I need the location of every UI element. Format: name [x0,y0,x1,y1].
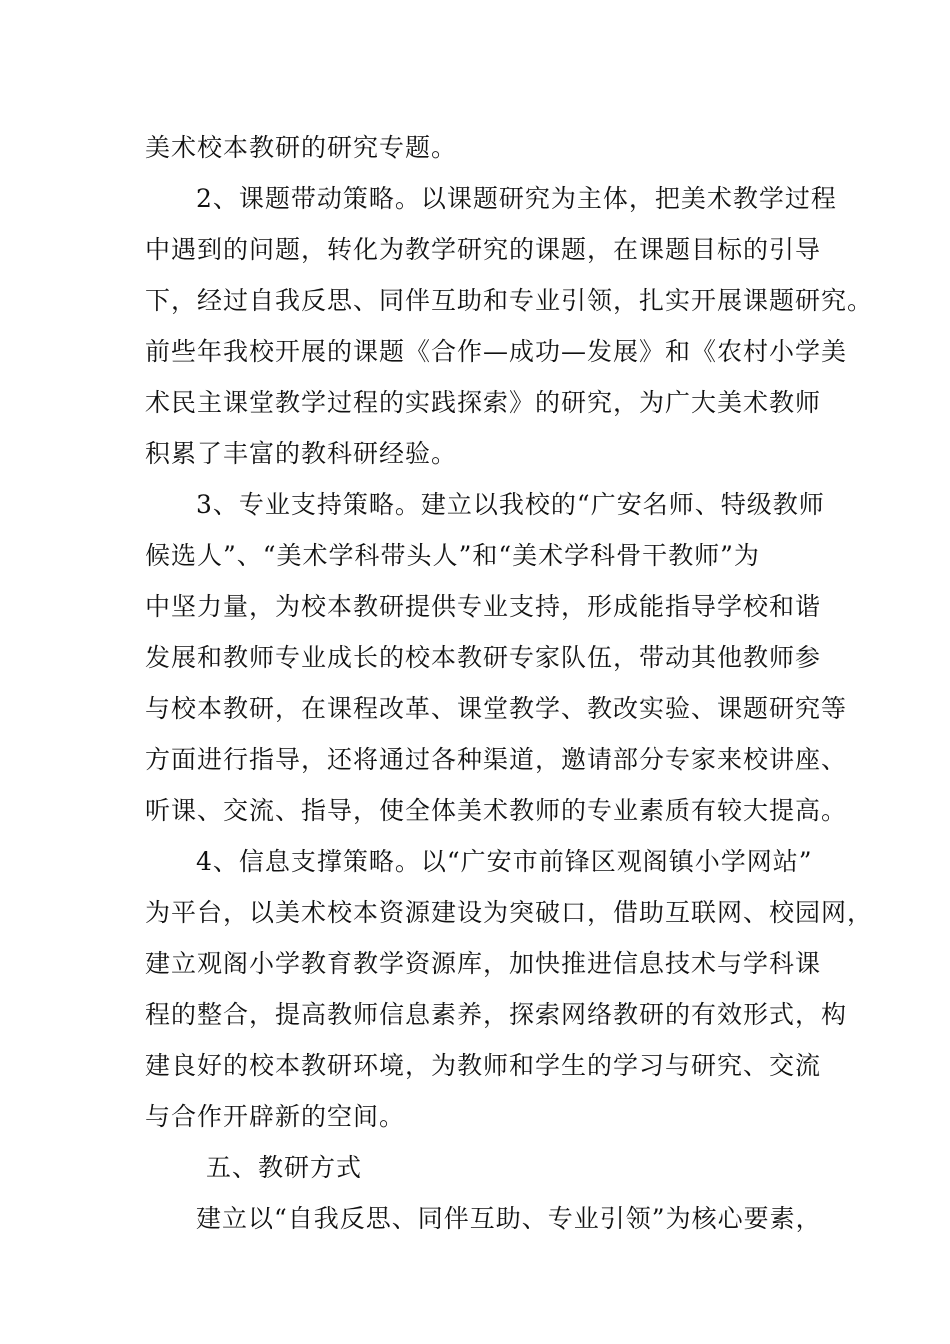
text-line: 建立观阁小学教育教学资源库，加快推进信息技术与学科课 [145,949,822,978]
text-line: 程的整合，提高教师信息素养，探索网络教研的有效形式，构 [145,1000,848,1029]
text-line: 积累了丰富的教科研经验。 [145,439,458,468]
text-line: 候选人”、“美术学科带头人”和“美术学科骨干教师”为 [145,541,760,570]
text-line: 与合作开辟新的空间。 [145,1102,406,1131]
text-line: 发展和教师专业成长的校本教研专家队伍，带动其他教师参 [145,643,822,672]
text-line: 为平台，以美术校本资源建设为突破口，借助互联网、校园网， [145,898,874,927]
paragraph-first-line: 建立以“自我反思、同伴互助、专业引领”为核心要素， [196,1204,822,1233]
text-line: 前些年我校开展的课题《合作—成功—发展》和《农村小学美 [145,337,848,366]
text-line: 建良好的校本教研环境，为教师和学生的学习与研究、交流 [145,1051,822,1080]
text-line: 中遇到的问题，转化为教学研究的课题，在课题目标的引导 [145,235,822,264]
section-heading: 五、教研方式 [206,1153,363,1182]
paragraph-first-line: 2、课题带动策略。以课题研究为主体，把美术教学过程 [196,184,837,213]
text-line: 中坚力量，为校本教研提供专业支持，形成能指导学校和谐 [145,592,822,621]
text-line: 听课、交流、指导，使全体美术教师的专业素质有较大提高。 [145,796,848,825]
paragraph-first-line: 3、专业支持策略。建立以我校的“广安名师、特级教师 [196,490,825,519]
text-line: 美术校本教研的研究专题。 [145,133,458,162]
text-line: 下，经过自我反思、同伴互助和专业引领，扎实开展课题研究。 [145,286,874,315]
text-line: 方面进行指导，还将通过各种渠道，邀请部分专家来校讲座、 [145,745,848,774]
text-line: 与校本教研，在课程改革、课堂教学、教改实验、课题研究等 [145,694,848,723]
text-line: 术民主课堂教学过程的实践探索》的研究，为广大美术教师 [145,388,822,417]
paragraph-first-line: 4、信息支撑策略。以“广安市前锋区观阁镇小学网站” [196,847,813,876]
